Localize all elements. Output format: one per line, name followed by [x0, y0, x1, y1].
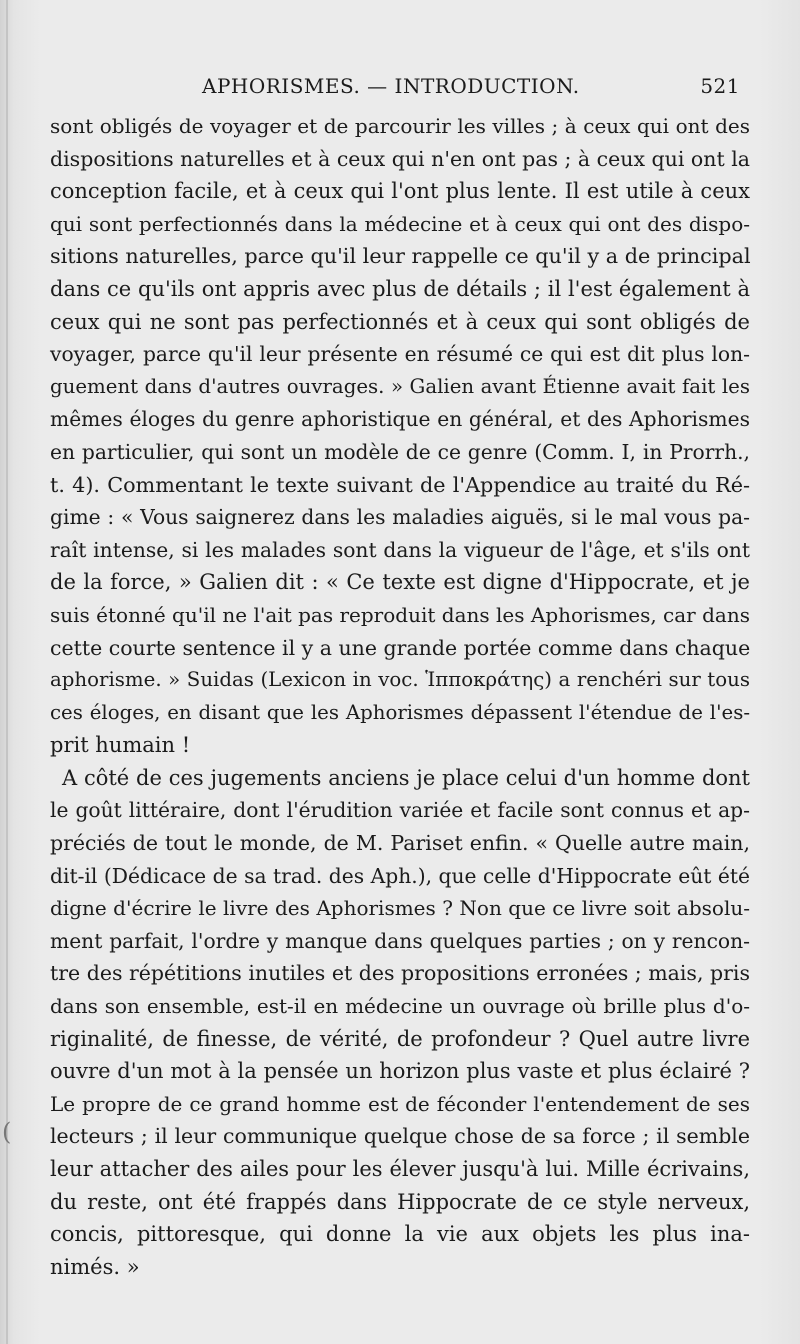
text-line: le goût littéraire, dont l'érudition variée et facile sont connus et ap- — [50, 798, 750, 823]
text-line: ceux qui ne sont pas perfectionnés et à ceux qui sont obligés de — [50, 309, 750, 334]
text-line: gime : « Vous saignerez dans les maladies aiguës, si le mal vous pa- — [50, 505, 750, 530]
body-text — [50, 110, 750, 1283]
text-line: dispositions naturelles et à ceux qui n'en ont pas ; à ceux qui ont la — [50, 146, 751, 171]
text-line: aphorisme. » Suidas (Lexicon in voc. Ἱπποκράτης) a renchéri sur tous — [50, 668, 750, 692]
text-line: nimés. » — [50, 1254, 140, 1279]
text-line: mêmes éloges du genre aphoristique en général, et des Aphorismes — [50, 407, 750, 432]
text-line: A côté de ces jugements anciens je place celui d'un homme dont — [62, 765, 750, 790]
text-line: du reste, ont été frappés dans Hippocrate de ce style nerveux, — [50, 1189, 750, 1214]
text-line: de la force, » Galien dit : « Ce texte est digne d'Hippocrate, et je — [50, 570, 750, 595]
margin-mark: ( — [2, 1118, 12, 1146]
text-line: prit humain ! — [50, 733, 191, 758]
text-line: sont obligés de voyager et de parcourir les villes ; à ceux qui ont des — [50, 114, 750, 138]
running-head: APHORISMES. — INTRODUCTION. — [202, 74, 580, 98]
text-line: Le propre de ce grand homme est de féconder l'entendement de ses — [50, 1091, 750, 1116]
text-line: leur attacher des ailes pour les élever jusqu'à lui. Mille écrivains, — [50, 1157, 750, 1181]
text-line: digne d'écrire le livre des Aphorismes ? Non que ce livre soit absolu- — [50, 896, 750, 921]
text-line: lecteurs ; il leur communique quelque chose de sa force ; il semble — [50, 1124, 750, 1149]
text-line: ces éloges, en disant que les Aphorismes dépassent l'étendue de l'es- — [50, 700, 750, 724]
text-line: t. 4). Commentant le texte suivant de l'Appendice au traité du Ré- — [50, 472, 750, 497]
page-number: 521 — [700, 74, 740, 98]
text-line: voyager, parce qu'il leur présente en résumé ce qui est dit plus lon- — [50, 342, 750, 367]
text-line: tre des répétitions inutiles et des propositions erronées ; mais, pris — [50, 961, 750, 986]
text-line: raît intense, si les malades sont dans la vigueur de l'âge, et s'ils ont — [50, 537, 750, 562]
text-line: ment parfait, l'ordre y manque dans quelques parties ; on y rencon- — [50, 928, 750, 953]
text-line: conception facile, et à ceux qui l'ont plus lente. Il est utile à ceux — [50, 179, 750, 204]
text-line: cette courte sentence il y a une grande portée comme dans chaque — [50, 635, 751, 660]
text-line: concis, pittoresque, qui donne la vie aux objets les plus ina- — [50, 1222, 750, 1247]
text-line: en particulier, qui sont un modèle de ce genre (Comm. I, in Prorrh., — [50, 439, 750, 464]
text-line: dans son ensemble, est-il en médecine un ouvrage où brille plus d'o- — [50, 994, 750, 1019]
text-line: sitions naturelles, parce qu'il leur rappelle ce qu'il y a de principal — [50, 244, 751, 269]
text-line: riginalité, de finesse, de vérité, de profondeur ? Quel autre livre — [50, 1026, 750, 1051]
text-line: préciés de tout le monde, de M. Pariset enfin. « Quelle autre main, — [50, 831, 750, 856]
text-line: suis étonné qu'il ne l'ait pas reproduit dans les Aphorismes, car dans — [50, 602, 750, 627]
text-line: dans ce qu'ils ont appris avec plus de détails ; il l'est également à — [50, 276, 750, 301]
text-line: dit-il (Dédicace de sa trad. des Aph.), que celle d'Hippocrate eût été — [50, 863, 750, 888]
text-line: qui sont perfectionnés dans la médecine et à ceux qui ont des dispo- — [50, 211, 750, 236]
page-header — [52, 70, 740, 104]
text-line: ouvre d'un mot à la pensée un horizon plus vaste et plus éclairé ? — [50, 1059, 750, 1084]
text-line: guement dans d'autres ouvrages. » Galien avant Étienne avait fait les — [50, 374, 750, 398]
